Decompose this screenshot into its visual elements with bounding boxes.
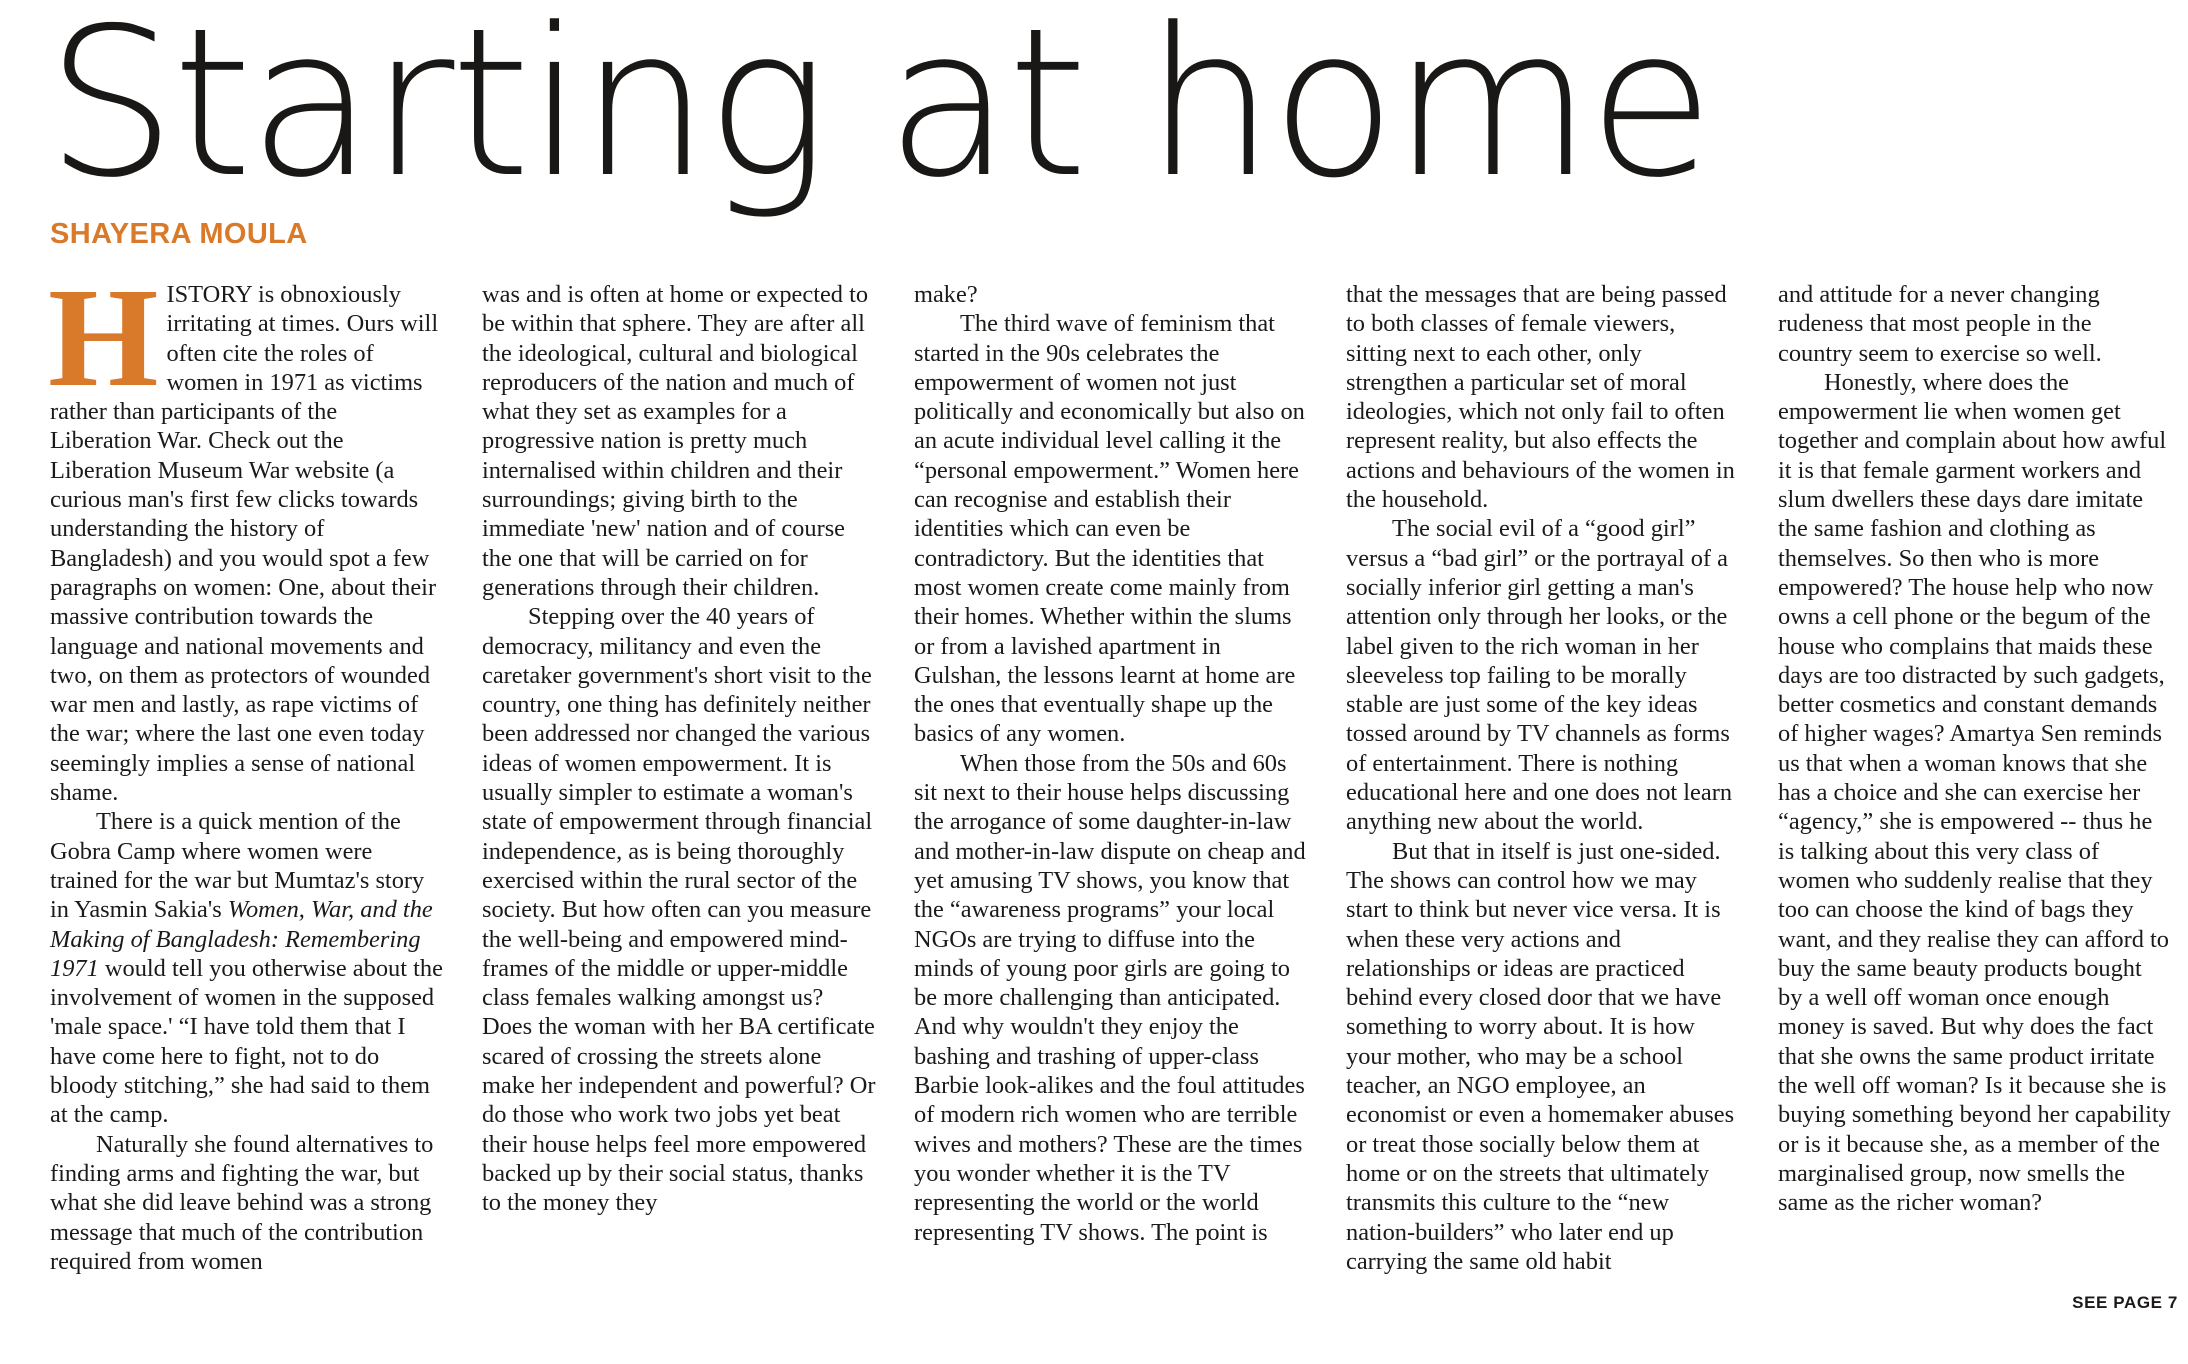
paragraph-text: Honestly, where does the empowerment lie when women get together and complain about how awful it is that female garment workers and slum dwellers these days dare imitate the same fashion and clothing as themselves. So then who is more empowered? The house help who now owns a cell phone or the begum of the house who complains that maids these days are too distracted by such gadgets, better cosmetics and constant demands of higher wages? Amartya Sen reminds us that when a woman knows that she has a choice and she can exercise her “agency,” she is empowered -- thus he is talking about this very class of women who suddenly realise that they too can choose the kind of bags they want, and they realise they can afford to buy the same beauty products bought by a well off woman once enough money is saved. But why does the fact that she owns the same product irritate the well off woman? Is it because she is buying something beyond her capability or is it because she, as a member of the marginalised group, now smells the same as the richer woman? [1778, 368, 2171, 1217]
article-body [48, 258, 2180, 1320]
column-5 [1778, 280, 2172, 1218]
paragraph [48, 258, 444, 807]
paragraph [914, 280, 1308, 309]
paragraph [1778, 280, 2172, 368]
paragraph-text: The third wave of feminism that started in the 90s celebrates the empowerment of women not just politically and economically but also on an acute individual level calling it the “personal empowerment.” Women here can recognise and establish their identities which can even be contradictory. But the identities that most women create come mainly from their homes. Whether within the slums or from a lavished apartment in Gulshan, the lessons learnt at home are the ones that eventually shape up the basics of any women. [914, 310, 1305, 748]
byline: SHAYERA MOULA [50, 218, 308, 250]
paragraph-text: The social evil of a “good girl” versus a “bad girl” or the portrayal of a socially inferior girl getting a man's attention only through her looks, or the label given to the rich woman in her sleeveless top failing to be morally stable are just some of the key ideas tossed around by TV channels as forms of entertainment. There is nothing educational here and one does not learn anything new about the world. [1346, 515, 1733, 836]
headline: Starting at home [46, 0, 1711, 223]
paragraph-text: There is a quick mention of the Gobra Camp where women were trained for the war but Mumtaz's story in Yasmin Sakia's [50, 808, 425, 924]
column-1 [48, 258, 444, 1276]
paragraph [482, 280, 876, 602]
paragraph-text: was and is often at home or expected to be within that sphere. They are after all the ideological, cultural and biological reproducers of the nation and much of what they set as examples for a progressive nation is pretty much internalised within children and their surroundings; giving birth to the immediate 'new' nation and of course the one that will be carried on for generations through their children. [482, 281, 869, 601]
paragraph [50, 1130, 444, 1276]
paragraph [50, 807, 444, 1129]
paragraph-text: Stepping over the 40 years of democracy, militancy and even the caretaker government's short visit to the country, one thing has definitely neither been addressed nor changed the various ideas of women empowerment. It is usually simpler to estimate a woman's state of empowerment through financial independence, as is being thoroughly exercised within the rural sector of the society. But how often can you measure the well-being and empowered mind-frames of the middle or upper-middle class females walking amongst us? Does the woman with her BA certificate scared of crossing the streets alone make her independent and powerful? Or do those who work two jobs yet beat their house helps feel more empowered backed up by their social status, thanks to the money they [482, 603, 876, 1217]
paragraph-text: make? [914, 281, 978, 308]
column-2 [482, 280, 876, 1218]
paragraph [482, 602, 876, 1217]
paragraph-text: ISTORY is obnoxiously irritating at times. Ours will often cite the roles of women in 1971 as victims rather than participants of the Liberation War. Check out the Liberation Museum War website (a curious man's first few clicks towards understanding the history of Bangladesh) and you would spot a few paragraphs on women: One, about their massive contribution towards the language and national movements and two, on them as protectors of wounded war men and lastly, as rape victims of the war; where the last one even today seemingly implies a sense of national shame. [50, 281, 439, 807]
book-title: Women, War, and the Making of Bangladesh: Remembering 1971 [50, 896, 433, 982]
drop-cap: H [48, 258, 159, 416]
paragraph [1778, 368, 2172, 1218]
paragraph-text: that the messages that are being passed to both classes of female viewers, sitting next to each other, only strengthen a particular set of moral ideologies, which not only fail to often represent reality, but also effects the actions and behaviours of the women in the household. [1346, 281, 1735, 514]
column-3 [914, 280, 1308, 1247]
paragraph-text: When those from the 50s and 60s sit next to their house helps discussing the arrogance of some daughter-in-law and mother-in-law dispute on cheap and yet amusing TV shows, you know that the “awareness programs” your local NGOs are trying to diffuse into the minds of young poor girls are going to be more challenging than anticipated. And why wouldn't they enjoy the bashing and trashing of upper-class Barbie look-alikes and the foul attitudes of modern rich women who are terrible wives and mothers? These are the times you wonder whether it is the TV representing the world or the world representing TV shows. The point is [914, 749, 1306, 1246]
paragraph-text: would tell you otherwise about the involvement of women in the supposed 'male space.' “I have told them that I have come here to fight, not to do bloody stitching,” she had said to them at the camp. [50, 954, 443, 1129]
paragraph [1346, 280, 1740, 514]
paragraph [914, 309, 1308, 748]
see-page-link[interactable]: SEE PAGE 7 [2072, 1293, 2178, 1312]
paragraph [914, 749, 1308, 1247]
paragraph [1346, 837, 1740, 1276]
paragraph-text: Naturally she found alternatives to finding arms and fighting the war, but what she did leave behind was a strong message that much of the contribution required from women [50, 1130, 434, 1275]
paragraph [1346, 514, 1740, 836]
paragraph-text: and attitude for a never changing rudeness that most people in the country seem to exercise so well. [1778, 281, 2102, 367]
column-4 [1346, 280, 1740, 1276]
paragraph-text: But that in itself is just one-sided. The shows can control how we may start to think but never vice versa. It is when these very actions and relationships or ideas are practiced behind every closed door that we have something to worry about. It is how your mother, who may be a school teacher, an NGO employee, an economist or even a homemaker abuses or treat those socially below them at home or on the streets that ultimately transmits this culture to the “new nation-builders” who later end up carrying the same old habit [1346, 837, 1735, 1275]
